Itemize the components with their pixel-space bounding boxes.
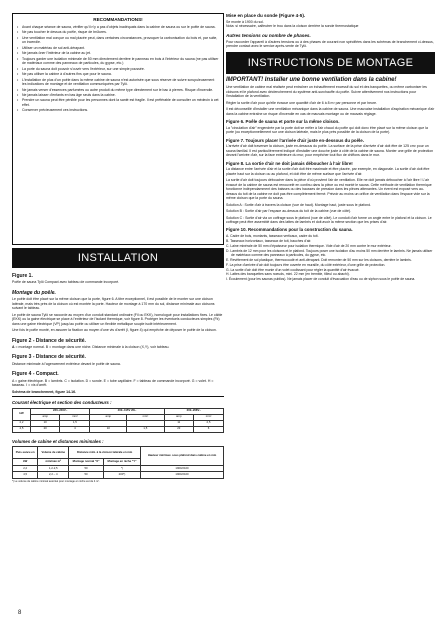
- volume-subheader: Montage normal "X": [69, 459, 104, 466]
- table-cell: 23: [164, 426, 193, 432]
- fig6-text: La "circulation d'air" engendrée par la porte doit se mêler à l'air chaud du poêle qui doit donc être placé sur la même cloison que la porte (ou exceptionnellement sur une cloison latérale, mais le plus près possible de la cloison de la porte).: [226, 125, 428, 135]
- left-column: [12, 13, 224, 483]
- solution-a: Solution A : Sortie d'air à travers la cloison (vue de haut). Montage haut, juste sous le plafond.: [226, 202, 372, 207]
- fig8-text-1: La distance entre l'arrivée d'air et la sortie d'air doit être maximale et être placée, par exemple, en diagonale. La sortie d'air doit être placée haut sur la cloison ou au plafond, et doit être de même surface que l'arrivée d'air.: [226, 167, 430, 176]
- fig7-text: L'arrivée d'air doit traverser la cloison, juste en-dessous du poêle. La surface de la prise d'arrivée d'air doit être de 125 cm² pour un sauna familial. Il est particulièrement indiqué d'installer une douche juste à côté de la cabine de sauna. Monter une grille de protection devant l'arrivée d'air, sur la face extérieure du mur, pour empêcher tout flux de chiffons dans le mur.: [226, 144, 434, 158]
- solution-b: Solution B : Sortie d'air par l'espace au-dessus du toit de la cabine (vue de côté).: [226, 209, 352, 214]
- fig4-title: Figure 4 - Compact.: [12, 371, 59, 378]
- fig4-note: Schéma de branchement, figure 14-16.: [12, 389, 76, 394]
- volume-header: Hauteur min/max. sous plafond dans cabine en mm: [141, 447, 224, 466]
- table-cell: 4,5: [13, 472, 38, 479]
- electric-header: 200–208V~: [164, 408, 223, 414]
- table-cell: 50: [69, 465, 104, 472]
- volume-header: Volume de cabine: [38, 447, 69, 459]
- fig7-title: Figure 7. Toujours placer l'arrivée d'air juste en-dessous du poêle.: [226, 137, 364, 143]
- table-row: [13, 472, 224, 479]
- list-item: • Ne pas toucher le dessus du poêle, risque de brûlures.: [17, 30, 219, 34]
- montage-text-1: Le poêle doit être placé sur la même cloison que la porte, figure 6. A titre exceptionnel, il est possible de le monter sur une cloison latérale, mais très près de la cloison où est montée la porte. Hauteur de montage à 170 mm du sol, distance minimale aux cloisons suivant le tableau.: [12, 297, 215, 311]
- table-cell: 200*): [103, 472, 140, 479]
- table-cell: 1900/2100: [141, 472, 224, 479]
- volume-footnote: *) Le volume de cabine minimal autorisé pour montage en niche est de 4 m³.: [12, 479, 100, 483]
- list-item: • Conserver précieusement ces instructions.: [17, 108, 219, 112]
- volume-subheader: min/max m³: [38, 459, 69, 466]
- table-cell: 1900/2100: [141, 465, 224, 472]
- electric-subheader: amp: [90, 414, 127, 420]
- fig3-text: Distance minimale à l'agencement extérieur devant le poêle de sauna.: [12, 361, 121, 366]
- electric-subheader: mm²: [60, 414, 90, 420]
- electric-title: Courant électrique et section des conducteurs :: [12, 400, 112, 406]
- table-cell: 6: [193, 426, 223, 432]
- electric-header: 400–415V 2N~: [90, 408, 164, 414]
- list-item: • Ne jamais ôner l'intérieur de la cabine au jet.: [17, 51, 219, 55]
- installation-banner: INSTALLATION: [12, 248, 224, 268]
- solution-c: Solution C : Sortie d'air via un coffrage sous le plafond (vue de côté). Le conduit d'air forme un angle entre le plafond et la cloison. Le coffrage peut être assemblé dans des lattes de lambris et doit avoir la même section que les prises d'air.: [226, 215, 432, 225]
- fig6-title: Figure 6. Poêle de sauna et porte sur la même cloison.: [226, 119, 340, 125]
- recommendations-box: [12, 13, 224, 245]
- list-item: • La porte du sauna doit pouvoir s'ouvrir vers l'extérieur, sur une simple poussée.: [17, 67, 219, 71]
- table-cell: 2,2: [13, 465, 38, 472]
- list-item: D. Lambris de 12 mm pour les cloisons et le plafond. Toujours poser une isolation d'au moins 50 mm derrière le lambris. Ne jamais utiliser de matériaux comme des panneaux à particules, du gypse, etc.: [226, 248, 433, 258]
- sonde-text: Se monte à 1900 du sol.: [226, 19, 264, 24]
- list-item: • Prendre un sauna peut être pénible pour les personnes dont la santé est fragile. Il est préférable de consulter un médecin à cet effet.: [17, 98, 219, 107]
- recommendations-list: [17, 25, 219, 113]
- table-cell: 2,2 – 4: [38, 472, 69, 479]
- table-cell: *): [103, 465, 140, 472]
- montage-text-2: Le poêle de sauna Tylö se raccorde au moyen d'un conduit standard ordinaire (Fil ou EKK), homologué pour installations fixes. Le câble (EKK) ou la gaine électrique se place à l'extérieur de l'isolant thermique, voir figure 8. Protéger les éventuels conducteurs simples (Fk) dans une gaine électrique (VP) jusqu'au poêle ou utiliser un flexible métallique souple isolé intérieurement.: [12, 312, 223, 326]
- vent-text-2: Régler la sortie d'air pour qu'elle évacue une quantité d'air de 6 à 8 m³ par personne et par heure.: [226, 100, 378, 105]
- electric-subheader: mm²: [127, 414, 164, 420]
- table-cell: 1,5: [127, 426, 164, 432]
- fig3-title: Figure 3 - Distance de sécurité.: [12, 354, 86, 361]
- other-title: Autres tensions ou nombre de phases.: [226, 32, 311, 38]
- table-cell: 20: [31, 426, 60, 432]
- list-item: • L'installation de plus d'un poêle dans la même cabine de sauna n'est autorisée que sous réserve de suivre scrupuleusement les indications de montage et de ventilation communiquées par Tylö.: [17, 78, 219, 87]
- table-cell: 10: [31, 420, 60, 426]
- electric-header-kw: kW: [13, 408, 31, 420]
- list-item: G. La sortie d'air doit être munie d'un volet coulissant pour régler la quantité d'air évacué.: [226, 267, 360, 272]
- sonde-title: Mise en place du sonde (Figure 4-5).: [226, 13, 306, 18]
- list-item: C. Laine minérale de 50 mm d'épaisseur pour isolation thermique. Vide d'air de 20 mm contre le mur extérieur.: [226, 243, 392, 248]
- fig2-body: = montage normal. B = montage dans une niche. Distance minimale à la cloison (X,Y), voir tableau.: [15, 344, 170, 349]
- electric-header: 230–240V~: [31, 408, 90, 414]
- other-text: Pour raccorder l'appareil à d'autres tensions ou à des phases de courant non spécifiées dans les schémas de branchement ci-dessus, prendre contact avec le service après-vente de Tylö.: [226, 39, 434, 49]
- list-item: B. Tasseaux horizontaux, tasseaux de toit, bauches d'air.: [226, 238, 312, 243]
- volume-header: Puis-sance en: [13, 447, 38, 459]
- fig8-text-2: La sortie d'air doit toujours déboucher dans la pièce d'où provient l'air de ventilation. Elle ne doit jamais déboucher à l'air libre ! L'air évacué de la cabine de sauna est renouvelé en continu dans la pièce ou est monté le sauna. Cette méthode de ventilation thermique fonctionne indépendamment des baisses ou des hausses de pression dans les pièces attenantes. Un évent est exposé vers au-dessus du toit de la cabine ne doit pas être complètement fermé. Prévoir au moins un orifice de ventilation dans l'espace vide sur la même cloison que la porte du sauna.: [226, 178, 432, 201]
- montage-text-3: Une fois le poêle monté, en assurer la fixation au moyen d'une vis d'arrêt (I, figure 4) qui empêche de déposer le poêle de la cloison.: [12, 328, 217, 333]
- list-item: • Ne jamais verser d'essences parfumées ou autre produit du même type directement sur le bac à pierres. Risque d'incendie.: [17, 88, 219, 92]
- list-item: • Utiliser un matériau de sol anti-dérapant.: [17, 46, 219, 50]
- list-item: E. Revêtement de sol plastique, thermocoudé et anti-dérapant. Doit remonter de 50 mm sur les cloisons, derrière le lambris.: [226, 257, 412, 262]
- list-item: • Une ventilation mal conçue ou mal placée peut, dans certaines circonstances, provoquer la carbonisation du bois et, par suite, un incendie.: [17, 36, 219, 45]
- list-item: F. La prise d'arrivée d'air doit toujours être ouverte en muraille, du côté extérieur, d'une grille de protection.: [226, 262, 386, 267]
- fig2-title: Figure 2 - Distance de sécurité.: [12, 337, 86, 344]
- list-item: H. Lattes des banquettes sans noeuds, mini. 22 mm (en tremble, tilleul ou abachi).: [226, 272, 350, 277]
- electric-subheader: amp: [31, 414, 60, 420]
- fig1-text: Poêle de sauna Tylö Compact avec tableau de commande incorporé.: [12, 280, 120, 285]
- table-cell: 4: [60, 426, 90, 432]
- table-cell: 4,5: [13, 426, 31, 432]
- fig2-text: [12, 345, 224, 349]
- electric-table: [12, 408, 224, 433]
- list-item: • Ne jamais laisser d'enfants en bas âge seuls dans la cabine.: [17, 93, 219, 97]
- sonde-note: Nota: si nécessaire, calfeutrer le trou dans la cloison derrière la sonde thermostatique: [226, 24, 359, 29]
- table-cell: 11: [164, 420, 193, 426]
- list-item: A. Cadre de bois, montants, tasseaux verticaux, cadre du toit.: [226, 234, 319, 239]
- vent-text-3: Il est déconseillé d'installer une ventilation mécanique dans la cabine de sauna. Une mauvaise installation d'aspiration mécanique d'air dans la cabine entraîne un risque d'incendie en cas de mauvais montage ou de mauvais réglage.: [226, 107, 435, 116]
- table-row: [13, 426, 224, 432]
- recommendations-title: RECOMMANDATIONS!: [93, 17, 143, 22]
- electric-subheader: mm²: [193, 414, 223, 420]
- fig2-label-a: A: [12, 344, 15, 349]
- volume-header: Distance mini. à la cloison latérale en mm: [69, 447, 141, 459]
- table-cell: 2,2: [13, 420, 31, 426]
- divider: [12, 396, 224, 397]
- volume-title: Volumes de cabine et distances minimales :: [12, 438, 104, 444]
- list-item: I. Écoulement (pour les saunas publics). Ne jamais placer de conduit d'évacuation d'eau ou de siphon sous le poêle de sauna.: [226, 277, 416, 282]
- volume-table: [12, 446, 224, 479]
- vent-text-1: Une ventilation de cabine mal réalisée peut entraîner un échauffement excessif du sol et des banquettes, ou même carboniser les cloisons et le plafond avec déclenchement du système anti-surchauffe du poêle. Suivre attentivement nos instructions pour l'installation de la ventilation.: [226, 85, 427, 99]
- table-cell: 1,2-2,5: [38, 465, 69, 472]
- fig10-title: Figure 10. Recommandations pour la construction du sauna.: [226, 227, 353, 233]
- table-cell: 2,5: [193, 420, 223, 426]
- table-cell: 10: [90, 426, 127, 432]
- right-column: [226, 13, 435, 282]
- volume-subheader: kW: [13, 459, 38, 466]
- electric-subheader: amp: [164, 414, 193, 420]
- important-title: IMPORTANT! Installer une bonne ventilation dans la cabine!: [226, 76, 397, 83]
- list-item: • Ne pas utiliser la cabine à d'autres fins que pour le sauna.: [17, 72, 219, 76]
- volume-subheader: Montage en niche "Y": [103, 459, 140, 466]
- page-number: 8: [18, 610, 22, 616]
- instructions-banner: INSTRUCTIONS DE MONTAGE: [226, 52, 435, 74]
- list-item: • Toujours garder une isolation minimale de 50 mm directement derrière le panneau en bois à l'intérieur du sauna (ne pas utiliser de matériaux comme des panneaux de particules, du gypse, etc.): [17, 57, 219, 66]
- montage-title: Montage du poêle.: [12, 289, 56, 296]
- table-cell: 50: [69, 472, 104, 479]
- fig4-text: A = gaine électrique. B = lambris. C = isolation. D = sonde. E = tube capillaire. F = tableau de commande incorporé. G = volet. H = tasseau. I = vis d'arrêt.: [12, 378, 214, 388]
- list-item: • Avant chaque séance de sauna, vérifier qu'il n'y a pas d'objets inadéquats dans la cabine de sauna ou sur le poêle de sauna.: [17, 25, 219, 29]
- fig10-list: [226, 234, 435, 282]
- table-cell: 1,5: [60, 420, 90, 426]
- fig1-title: Figure 1.: [12, 273, 33, 279]
- fig8-title: Figure 8. La sortie d'air ne doit jamais déboucher à l'air libre!: [226, 160, 353, 166]
